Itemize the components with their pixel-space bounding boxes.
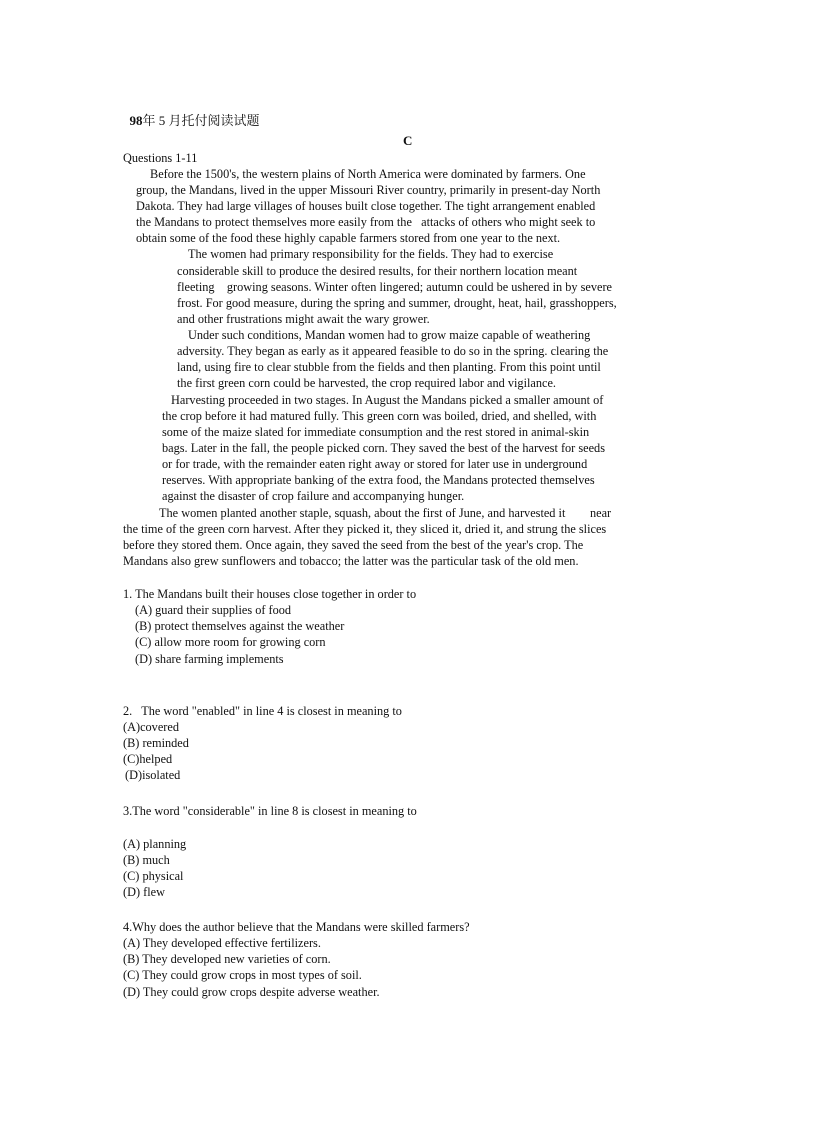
passage-line: Under such conditions, Mandan women had to grow maize capable of weathering xyxy=(188,328,591,342)
answer-option: (C) allow more room for growing corn xyxy=(135,635,326,649)
passage-line: the Mandans to protect themselves more easily from the attacks of others who might seek to xyxy=(136,215,596,229)
passage-line: group, the Mandans, lived in the upper Missouri River country, primarily in present-day North xyxy=(136,183,601,197)
answer-option: (D)isolated xyxy=(125,768,181,782)
answer-option: (B) They developed new varieties of corn. xyxy=(123,952,331,966)
answer-option: (B) protect themselves against the weather xyxy=(135,619,345,633)
question-stem: 4.Why does the author believe that the Mandans were skilled farmers? xyxy=(123,920,470,934)
passage-line: reserves. With appropriate banking of the extra food, the Mandans protected themselves xyxy=(162,473,595,487)
passage-line: adversity. They began as early as it appeared feasible to do so in the spring. clearing the xyxy=(177,344,609,358)
answer-option: (C) They could grow crops in most types of soil. xyxy=(123,968,362,982)
answer-option: (C)helped xyxy=(123,752,173,766)
passage-line: land, using fire to clear stubble from the fields and then planting. From this point until xyxy=(177,360,601,374)
answer-option: (B) much xyxy=(123,853,170,867)
passage-line: and other frustrations might await the wary grower. xyxy=(177,312,430,326)
passage-line: the first green corn could be harvested, the crop required labor and vigilance. xyxy=(177,376,556,390)
passage-line: the crop before it had matured fully. This green corn was boiled, dried, and shelled, with xyxy=(162,409,597,423)
answer-option: (A) planning xyxy=(123,837,187,851)
answer-option: (D) flew xyxy=(123,885,165,899)
passage-line: before they stored them. Once again, they saved the seed from the best of the year's crop. The xyxy=(123,538,584,552)
title-year: 98 xyxy=(129,113,143,128)
passage-line: Before the 1500's, the western plains of North America were dominated by farmers. One xyxy=(150,167,586,181)
passage-line: The women had primary responsibility for the fields. They had to exercise xyxy=(188,247,554,261)
section-label: C xyxy=(403,133,413,148)
passage-line: considerable skill to produce the desired results, for their northern location meant xyxy=(177,264,578,278)
passage-line: or for trade, with the remainder eaten right away or stored for later use in underground xyxy=(162,457,588,471)
answer-option: (A) They developed effective fertilizers. xyxy=(123,936,321,950)
answer-option: (D) They could grow crops despite adverse weather. xyxy=(123,985,380,999)
passage-line: some of the maize slated for immediate consumption and the rest stored in animal-skin xyxy=(162,425,590,439)
passage-line: Harvesting proceeded in two stages. In August the Mandans picked a smaller amount of xyxy=(171,393,604,407)
answer-option: (A) guard their supplies of food xyxy=(135,603,292,617)
passage-line: The women planted another staple, squash, about the first of June, and harvested it near xyxy=(159,506,612,520)
question-stem: 2. The word "enabled" in line 4 is closest in meaning to xyxy=(123,704,402,718)
passage-line: Dakota. They had large villages of houses built close together. The tight arrangement enabled xyxy=(136,199,596,213)
page-title xyxy=(123,97,260,129)
question-stem: 3.The word "considerable" in line 8 is closest in meaning to xyxy=(123,804,417,818)
question-stem: 1. The Mandans built their houses close together in order to xyxy=(123,587,417,601)
passage-line: the time of the green corn harvest. After they picked it, they sliced it, dried it, and strung the slices xyxy=(123,522,607,536)
passage-line: against the disaster of crop failure and accompanying hunger. xyxy=(162,489,465,503)
passage-line: fleeting growing seasons. Winter often lingered; autumn could be ushered in by severe xyxy=(177,280,613,294)
title-rest: 年 5 月托付阅读试题 xyxy=(142,113,260,128)
answer-option: (C) physical xyxy=(123,869,184,883)
passage-line: Mandans also grew sunflowers and tobacco; the latter was the particular task of the old men. xyxy=(123,554,579,568)
passage-line: obtain some of the food these highly capable farmers stored from one year to the next. xyxy=(136,231,561,245)
answer-option: (D) share farming implements xyxy=(135,652,284,666)
answer-option: (A)covered xyxy=(123,720,179,734)
answer-option: (B) reminded xyxy=(123,736,189,750)
questions-range: Questions 1-11 xyxy=(123,151,198,165)
passage-line: frost. For good measure, during the spring and summer, drought, heat, hail, grasshoppers, xyxy=(177,296,617,310)
passage-line: bags. Later in the fall, the people picked corn. They saved the best of the harvest for seeds xyxy=(162,441,605,455)
